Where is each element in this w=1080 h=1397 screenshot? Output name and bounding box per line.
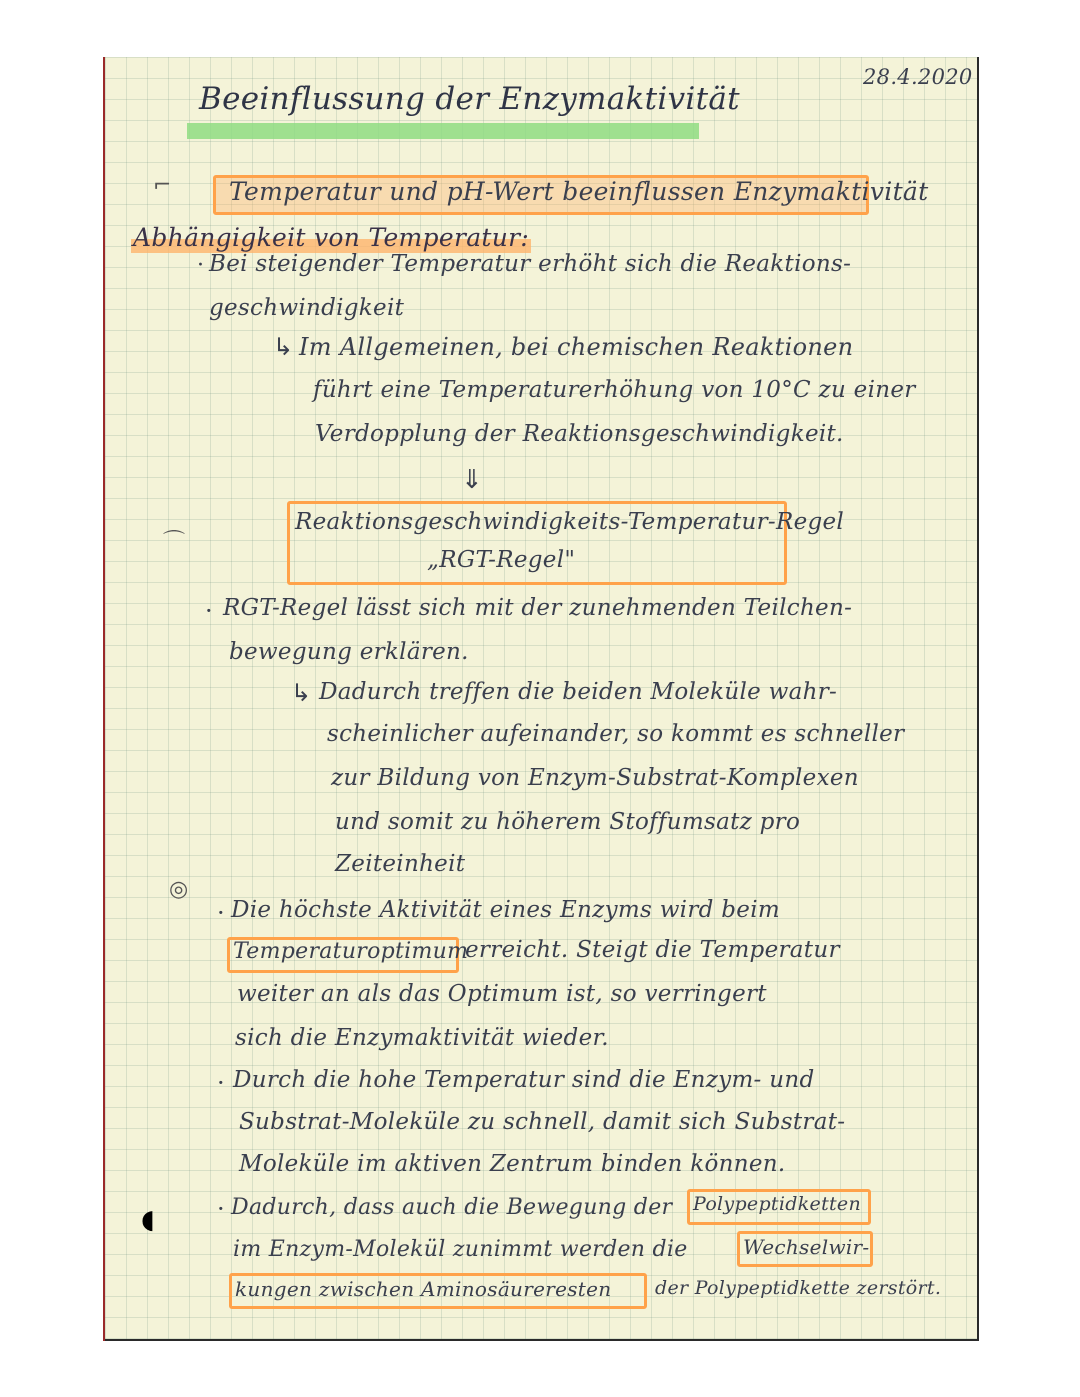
highlighted-term: Polypeptidketten bbox=[693, 1193, 862, 1215]
highlighted-term: kungen zwischen Aminosäureresten bbox=[235, 1277, 612, 1301]
text-line: Im Allgemeinen, bei chemischen Reaktionen bbox=[299, 333, 854, 361]
bullet: · bbox=[197, 253, 205, 278]
text-line: RGT-Regel lässt sich mit der zunehmenden Teilchen- bbox=[223, 595, 853, 621]
bullet: · bbox=[205, 597, 213, 625]
title-highlight bbox=[187, 123, 699, 139]
text-line: bewegung erklären. bbox=[229, 639, 469, 665]
margin-mark: ⌒ bbox=[163, 530, 186, 555]
highlighted-term: Temperaturoptimum bbox=[233, 939, 469, 964]
bullet: · bbox=[217, 1069, 225, 1097]
text-line: der Polypeptidkette zerstört. bbox=[655, 1277, 942, 1299]
arrow-icon: ↳ bbox=[273, 333, 294, 361]
text-line: Verdopplung der Reaktionsgeschwindigkeit. bbox=[315, 421, 844, 447]
margin-mark: ◖ bbox=[141, 1205, 155, 1235]
text-line: erreicht. Steigt die Temperatur bbox=[465, 937, 840, 963]
text-line: Durch die hohe Temperatur sind die Enzym- und bbox=[233, 1067, 815, 1093]
bullet: · bbox=[217, 1195, 225, 1223]
text-line: Substrat-Moleküle zu schnell, damit sich Substrat- bbox=[239, 1109, 846, 1135]
arrow-icon: ↳ bbox=[291, 679, 312, 707]
highlighted-term: Wechselwir- bbox=[743, 1235, 870, 1259]
notebook-page bbox=[103, 57, 979, 1341]
text-line: geschwindigkeit bbox=[209, 295, 405, 321]
date: 28.4.2020 bbox=[863, 65, 973, 89]
margin-mark: ⌐ bbox=[153, 173, 172, 198]
text-line: Moleküle im aktiven Zentrum binden können. bbox=[239, 1151, 786, 1177]
implies-arrow-icon: ⇓ bbox=[461, 465, 484, 495]
text-line: Dadurch, dass auch die Bewegung der bbox=[231, 1195, 673, 1220]
text-line: Die höchste Aktivität eines Enzyms wird beim bbox=[231, 897, 780, 923]
text-line: im Enzym-Molekül zunimmt werden die bbox=[233, 1237, 688, 1262]
boxed-heading: Temperatur und pH-Wert beeinflussen Enzymaktivität bbox=[229, 177, 929, 206]
text-line: zur Bildung von Enzym-Substrat-Komplexen bbox=[331, 765, 859, 791]
text-line: scheinlicher aufeinander, so kommt es schneller bbox=[327, 721, 905, 747]
rule-abbreviation: „RGT-Regel" bbox=[427, 547, 576, 573]
text-line: Dadurch treffen die beiden Moleküle wahr- bbox=[319, 679, 838, 705]
page-title: Beeinflussung der Enzymaktivität bbox=[199, 81, 740, 117]
rule-title: Reaktionsgeschwindigkeits-Temperatur-Regel bbox=[295, 509, 845, 535]
bullet: · bbox=[217, 899, 225, 927]
text-line: sich die Enzymaktivität wieder. bbox=[235, 1025, 609, 1051]
text-line: und somit zu höherem Stoffumsatz pro bbox=[335, 809, 801, 835]
text-line: Bei steigender Temperatur erhöht sich die Reaktions- bbox=[209, 251, 852, 277]
text-line: weiter an als das Optimum ist, so verringert bbox=[237, 981, 767, 1007]
section-heading: Abhängigkeit von Temperatur: bbox=[133, 223, 530, 252]
margin-mark: ◎ bbox=[169, 877, 189, 902]
text-line: Zeiteinheit bbox=[335, 851, 466, 877]
text-line: führt eine Temperaturerhöhung von 10°C zu einer bbox=[313, 377, 916, 403]
